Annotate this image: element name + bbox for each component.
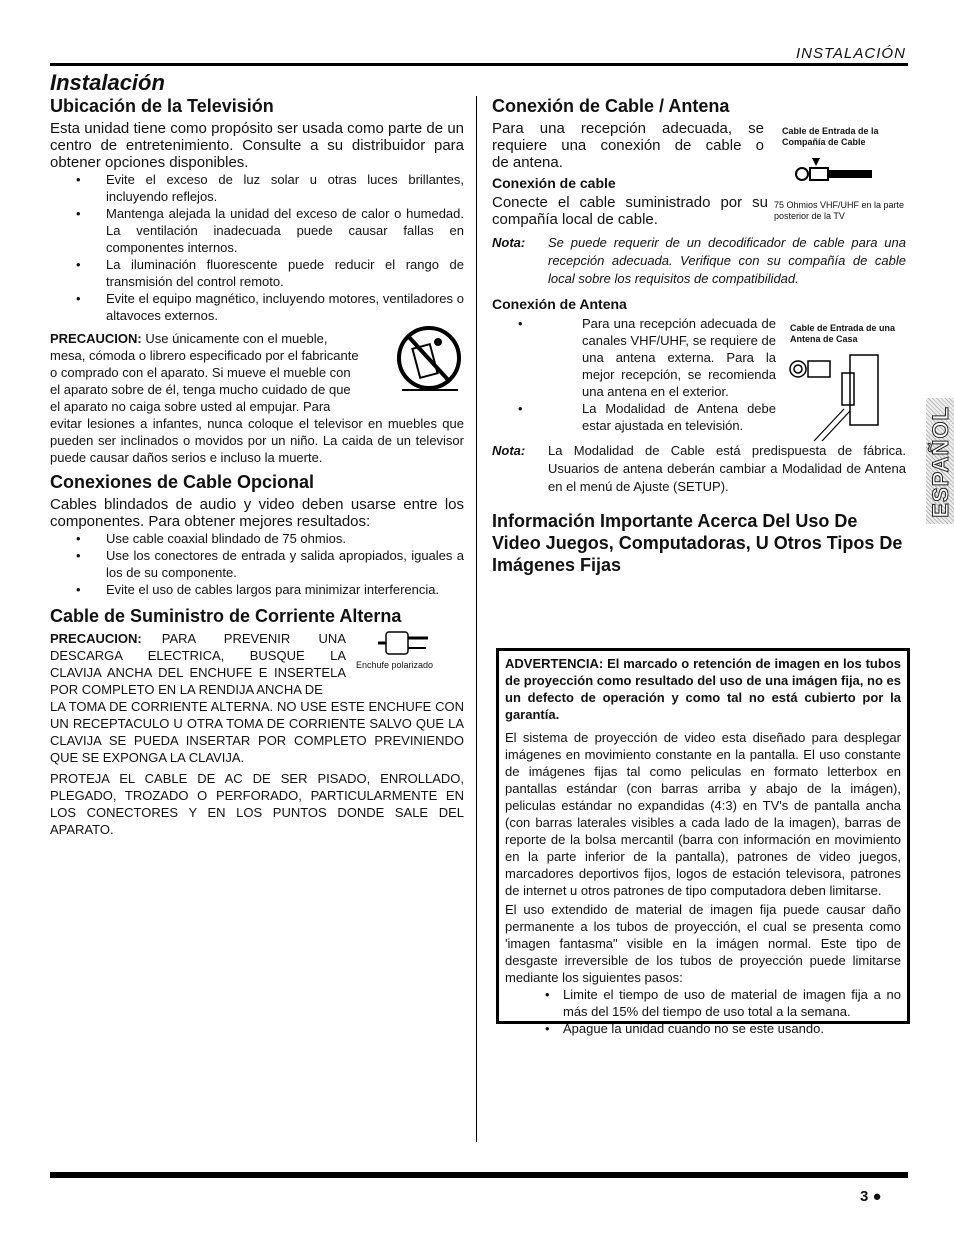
cable-subheading: Conexión de cable <box>492 175 616 191</box>
antena-subheading: Conexión de Antena <box>492 296 627 312</box>
precaucion-label: PRECAUCION: <box>50 331 142 346</box>
info-heading: Información Importante Acerca Del Uso De Video Juegos, Computadoras, U Otros Tipos De Imágenes Fijas <box>492 511 903 575</box>
conexiones-heading: Conexiones de Cable Opcional <box>50 472 315 492</box>
polarized-plug-icon <box>376 626 436 658</box>
conexiones-list <box>50 530 464 598</box>
conexion-heading: Conexión de Cable / Antena <box>492 96 730 116</box>
coax-cable-icon <box>792 156 882 186</box>
cable-input-caption: Cable de Entrada de la Compañía de Cable <box>782 126 879 147</box>
right-column: Conexión de Cable / Antena Para una recepción adecuada, se requiere una conexión de cable o de antena. Cable de Entrada de la Compañía de Cable Conexión de cable Conecte el cable suministrado por su compañía local de cable. 75 Ohmios VHF/UHF en la parte posterior de la TV Nota: Se puede requerir de un decodificador de cable para una recepción adecuada. Verifique con su compañía de cable local sobre los requisitos de compatibilidad. Conexión de Antena • Para una recepción adecuada de canales VHF/UHF, se requiere de una antena externa. Para la mejor recepción, se recomienda una antena en el exterior. • La Modalidad de Antena debe estar ajustada en televisión. Cable de Entrada de una Antena de Casa Nota: La Modalidad de Cable está predispuesta de fábrica. Usuarios de antena deberán cambiar a Modalidad de Antena en el menú de Ajuste (SETUP). Información Importante Acerca Del Uso De Video Juegos, Computadoras, U Otros Tipos De Imágenes Fijas <box>492 96 906 576</box>
list-item: • Limite el tiempo de uso de material de imagen fija a no más del 15% del tiempo de uso total a la semana. <box>505 986 901 1020</box>
running-header: INSTALACIÓN <box>796 45 906 62</box>
language-tab: ESPAÑOL <box>926 398 954 524</box>
list-item: • Evite el uso de cables largos para minimizar interferencia. <box>50 581 464 598</box>
list-item: • La iluminación fluorescente puede reducir el rango de transmisión del control remoto. <box>50 256 464 290</box>
left-column <box>50 70 464 838</box>
precaucion-block: PRECAUCION: Use únicamente con el mueble, mesa, cómoda o librero especificado por el fabricante o comprado con el aparato. Si mueve el mueble con el aparato sobre de él, tenga mucho cuidado de que el aparato no caiga sobre usted al empujar. Para evitar lesiones a infantes, nunca coloque el televisor en muebles que pueden ser inclinados o movidos por un niño. La caida de un televisor puede causar daños serios e incluso la muerte. <box>50 330 464 466</box>
warning-text: ADVERTENCIA: El marcado o retención de imagen en los tubos de proyección como resultado del uso de una imágen fija, no es un defecto de operación y como tal no está cubierto por la garantía. <box>505 656 901 722</box>
page-number: 3 ● <box>860 1188 882 1205</box>
list-item: • Mantenga alejada la unidad del exceso de calor o humedad. La ventilación inadecuada puede causar fallas en componentes internos. <box>50 205 464 256</box>
list-item: • Evite el equipo magnético, incluyendo motores, ventiladores o altavoces externos. <box>50 290 464 324</box>
top-rule <box>50 63 908 66</box>
page-title: Instalación <box>50 70 165 95</box>
ubicacion-list <box>50 171 464 324</box>
note-cable-mode: Nota: La Modalidad de Cable está predispuesta de fábrica. Usuarios de antena deberán cambiar a Modalidad de Antena en el menú de Ajuste (SETUP). <box>492 443 906 494</box>
cable-ac-block: PRECAUCION: PARA PREVENIR UNA DESCARGA ELECTRICA, BUSQUE LA CLAVIJA ANCHA DEL ENCHUFE E INSERTELA POR COMPLETO EN LA RENDIJA ANCHA DE Enchufe polarizado LA TOMA DE CORRIENTE ALTERNA. NO USE ESTE ENCHUFE CON UN RECEPTACULO U OTRA TOMA DE CORRIENTE SALVO QUE LA CLAVIJA SE PUEDA INSERTAR POR COMPLETO PREVINIENDO QUE SE EXPONGA LA CLAVIJA. PROTEJA EL CABLE DE AC DE SER PISADO, ENROLLADO, PLEGADO, TROZADO O PERFORADO, PARTICULARMENTE EN LOS CONECTORES Y EN LOS PUNTOS DONDE SALE DEL APARATO. <box>50 630 464 838</box>
conexiones-intro: Cables blindados de audio y video deben usarse entre los componentes. Para obtener mejores resultados: <box>50 496 464 530</box>
ubicacion-heading: Ubicación de la Televisión <box>50 96 274 116</box>
warning-box <box>496 648 910 1036</box>
vhf-uhf-caption: 75 Ohmios VHF/UHF en la parte posterior de la TV <box>774 200 905 221</box>
antenna-connection-icon <box>784 349 894 445</box>
info-paragraph-2: El uso extendido de material de imagen fija puede causar daño permanente a los tubos de proyección, el cual se presenta como 'imagen fantasma" visible en la imágen normal. Este tipo de desgaste irreversible de los tubos de proyección puede limitarse mediante los siguientes pasos: <box>505 902 901 985</box>
list-item: • Evite el exceso de luz solar u otras luces brillantes, incluyendo reflejos. <box>50 171 464 205</box>
info-paragraph-1: El sistema de proyección de video esta diseñado para desplegar imágenes en movimiento constante en la pantalla. El uso constante de imágenes fijas tal como peliculas en formato letterbox en pantallas estándar (con barras arriba y abajo de la imágen), peliculas estándar no expandidas (4:3) en TV's de pantalla ancha (con barras laterales visibles a cada lado de la imagen), barras de reporte de la bolsa mercantil (barra con información en movimiento en la parte inferior de la pantalla), patrones de video juegos, marcadores deportivos fijos, logos de estación televisora, patrones de internet u otros patrones de tipo computadora deben limitarse. <box>505 730 901 898</box>
bottom-rule <box>50 1172 908 1178</box>
antenna-input-caption: Cable de Entrada de una Antena de Casa <box>790 323 896 344</box>
list-item: • La Modalidad de Antena debe estar ajustada en televisión. <box>492 400 776 434</box>
list-item: • Para una recepción adecuada de canales VHF/UHF, se requiere de una antena externa. Para la mejor recepción, se recomienda una antena en el exterior. <box>492 315 776 400</box>
ubicacion-intro: Esta unidad tiene como propósito ser usada como parte de un centro de entretenimiento. Consulte a su distribuidor para obtener opciones disponibles. <box>50 120 464 171</box>
note-decoder: Nota: Se puede requerir de un decodificador de cable para una recepción adecuada. Verifique con su compañía de cable local sobre los requisitos de compatibilidad. <box>492 235 906 286</box>
plug-caption: Enchufe polarizado <box>356 660 434 670</box>
list-item: • Use cable coaxial blindado de 75 ohmios. <box>50 530 464 547</box>
list-item: • Use los conectores de entrada y salida apropiados, iguales a los de su componente. <box>50 547 464 581</box>
antena-list <box>492 315 776 434</box>
proteja-paragraph: PROTEJA EL CABLE DE AC DE SER PISADO, ENROLLADO, PLEGADO, TROZADO O PERFORADO, PARTICULARMENTE EN LOS CONECTORES Y EN LOS PUNTOS DONDE SALE DEL APARATO. <box>50 771 464 837</box>
info-list <box>505 986 901 1037</box>
cable-ac-heading: Cable de Suministro de Corriente Alterna <box>50 606 402 626</box>
column-divider <box>476 96 477 1142</box>
list-item: • Apague la unidad cuando no se este usando. <box>505 1020 901 1037</box>
tip-over-warning-icon <box>394 324 464 396</box>
